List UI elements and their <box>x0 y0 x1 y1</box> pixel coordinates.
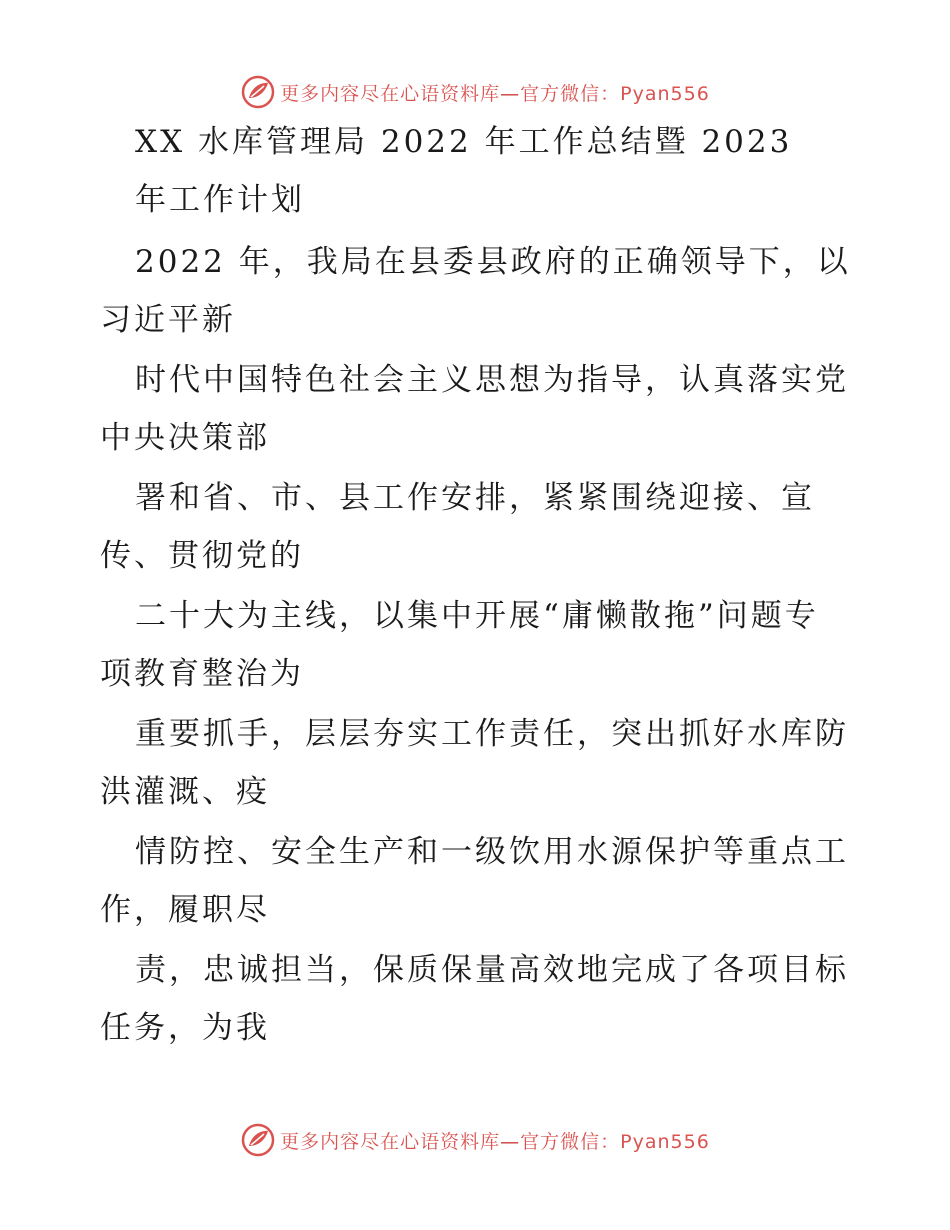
paragraph-line: 中央决策部 <box>100 420 270 456</box>
paragraph-line: 重要抓手，层层夯实工作责任，突出抓好水库防 <box>135 716 849 752</box>
paragraph-line: 情防控、安全生产和一级饮用水源保护等重点工 <box>135 834 849 870</box>
leaf-seal-icon <box>240 74 276 110</box>
doc-title-line-1: XX 水库管理局 2022 年工作总结暨 2023 <box>135 124 793 160</box>
paragraph-line: 项教育整治为 <box>100 656 304 692</box>
watermark-banner-top <box>0 72 950 112</box>
paragraph-line: 时代中国特色社会主义思想为指导，认真落实党 <box>135 362 849 398</box>
paragraph-line: 2022 年，我局在县委县政府的正确领导下，以 <box>135 244 851 280</box>
paragraph-line: 习近平新 <box>100 302 236 338</box>
paragraph-line: 署和省、市、县工作安排，紧紧围绕迎接、宣 <box>135 480 815 516</box>
doc-title-line-2: 年工作计划 <box>135 182 305 218</box>
paragraph-line: 作，履职尽 <box>100 892 270 928</box>
leaf-seal-icon <box>240 1122 276 1158</box>
watermark-text: 更多内容尽在心语资料库—官方微信：Pyan556 <box>280 1130 710 1153</box>
watermark-banner-bottom <box>0 1120 950 1160</box>
paragraph-line: 传、贯彻党的 <box>100 538 304 574</box>
paragraph-line: 任务，为我 <box>100 1010 270 1046</box>
paragraph-line: 二十大为主线，以集中开展“庸懒散拖”问题专 <box>135 598 819 634</box>
watermark-text: 更多内容尽在心语资料库—官方微信：Pyan556 <box>280 82 710 105</box>
paragraph-line: 洪灌溉、疫 <box>100 774 270 810</box>
paragraph-line: 责，忠诚担当，保质保量高效地完成了各项目标 <box>135 952 849 988</box>
